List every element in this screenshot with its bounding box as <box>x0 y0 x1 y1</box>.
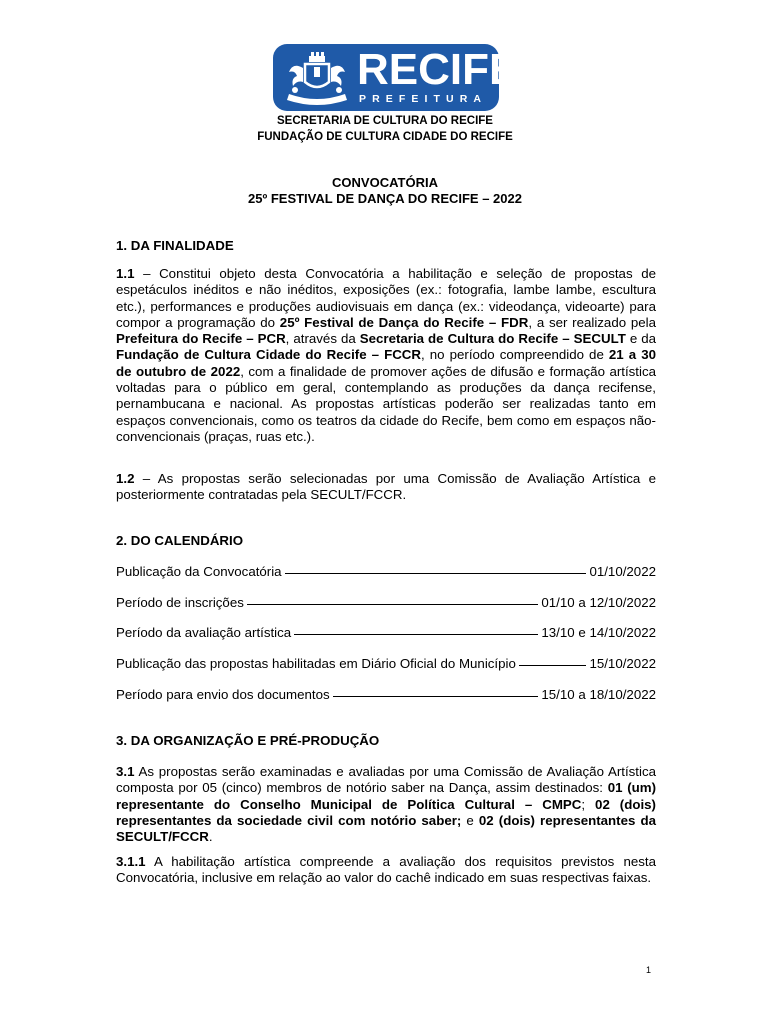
section-3-heading: 3. DA ORGANIZAÇÃO E PRÉ-PRODUÇÃO <box>116 733 380 748</box>
leader-line <box>294 634 538 635</box>
paragraph-text: As propostas serão examinadas e avaliadas por uma Comissão de Avaliação Artística composta por 05 (cinco) membros de notório saber na Dança, assim destinados: <box>116 764 656 796</box>
clause-number: 3.1 <box>116 764 135 779</box>
paragraph-text: – Constitui objeto desta Convocatória a habilitação e seleção de propostas de espetáculos inéditos e não inéditos, exposições (ex.: fotografia, lambe lambe, escultura etc.), performances e produções audiovisuais em dança (ex.: videodança, videoarte) para compor a programação do <box>116 266 656 330</box>
coat-of-arms-icon <box>281 50 353 106</box>
leader-line <box>519 665 587 666</box>
paragraph-text: , no período compreendido de <box>421 347 609 363</box>
clause-number: 1.1 <box>116 266 135 281</box>
calendar-label: Período de inscrições <box>116 595 244 610</box>
leader-line <box>285 573 587 574</box>
calendar-date: 01/10/2022 <box>589 564 656 579</box>
calendar-label: Publicação da Convocatória <box>116 564 282 579</box>
bold-text: 21 a 30 de outubro de 2022 <box>116 347 656 379</box>
calendar-label: Período da avaliação artística <box>116 625 292 640</box>
bold-text: 02 (dois) representantes da sociedade civil com notório saber; <box>116 796 656 828</box>
paragraph-text: e <box>461 812 479 828</box>
leader-line <box>247 604 539 605</box>
paragraph-1-2 <box>116 471 656 504</box>
paragraph-1-1 <box>116 266 656 445</box>
bold-text: Fundação de Cultura Cidade do Recife – FCCR <box>116 347 422 363</box>
bold-text: Secretaria de Cultura do Recife – SECULT <box>359 331 626 347</box>
paragraph-text: – As propostas serão selecionadas por uma Comissão de Avaliação Artística e posteriormente contratadas pela SECULT/FCCR. <box>116 471 656 503</box>
clause-number: 1.2 <box>116 471 135 486</box>
page-number: 1 <box>646 965 652 975</box>
calendar-date: 15/10/2022 <box>589 656 656 671</box>
bold-text: 25º Festival de Dança do Recife – FDR <box>279 314 529 330</box>
section-1-heading: 1. DA FINALIDADE <box>116 238 234 253</box>
calendar-row <box>116 595 656 610</box>
logo-wordmark: RECIFE <box>357 45 519 94</box>
paragraph-text: ; <box>581 796 596 812</box>
bold-text: 02 (dois) representantes da SECULT/FCCR <box>116 812 657 845</box>
paragraph-text: . <box>208 829 213 845</box>
paragraph-text: e da <box>625 331 656 347</box>
logo-subtitle: PREFEITURA <box>359 93 488 105</box>
bold-text: Prefeitura do Recife – PCR <box>116 331 286 347</box>
document-subtitle: 25º FESTIVAL DE DANÇA DO RECIFE – 2022 <box>248 191 522 206</box>
section-2-heading: 2. DO CALENDÁRIO <box>116 533 244 548</box>
calendar-label: Publicação das propostas habilitadas em Diário Oficial do Município <box>116 656 516 671</box>
paragraph-3-1-1 <box>116 854 656 887</box>
header-secretariat: SECRETARIA DE CULTURA DO RECIFE <box>277 115 493 127</box>
calendar-label: Período para envio dos documentos <box>116 687 330 702</box>
calendar-row <box>116 687 656 702</box>
paragraph-text: , através da <box>285 331 360 347</box>
calendar-date: 15/10 a 18/10/2022 <box>541 687 656 702</box>
paragraph-text: , a ser realizado pela <box>528 314 656 330</box>
paragraph-text: , com a finalidade de promover ações de difusão e formação artística voltadas para o público em geral, contemplando as produções da dança recifense, pernambucana e nacional. As propostas artísticas poderão ser realizadas tanto em espaços convencionais, como os teatros da cidade do Recife, bem como em espaços não-convencionais (praças, ruas etc.). <box>116 363 656 444</box>
document-title: CONVOCATÓRIA <box>332 175 438 190</box>
recife-logo <box>273 44 519 111</box>
clause-number: 3.1.1 <box>116 854 146 869</box>
paragraph-3-1 <box>116 764 656 845</box>
bold-text: 01 (um) representante do Conselho Municipal de Política Cultural – CMPC <box>116 780 656 812</box>
calendar-date: 13/10 e 14/10/2022 <box>541 625 656 640</box>
paragraph-text: A habilitação artística compreende a avaliação dos requisitos previstos nesta Convocatória, inclusive em relação ao valor do cachê indicado em suas respectivas faixas. <box>116 854 656 886</box>
calendar-row <box>116 656 656 671</box>
leader-line <box>333 696 539 697</box>
calendar-row <box>116 625 656 640</box>
calendar-row <box>116 564 656 579</box>
calendar-date: 01/10 a 12/10/2022 <box>541 595 656 610</box>
header-foundation: FUNDAÇÃO DE CULTURA CIDADE DO RECIFE <box>257 131 513 143</box>
